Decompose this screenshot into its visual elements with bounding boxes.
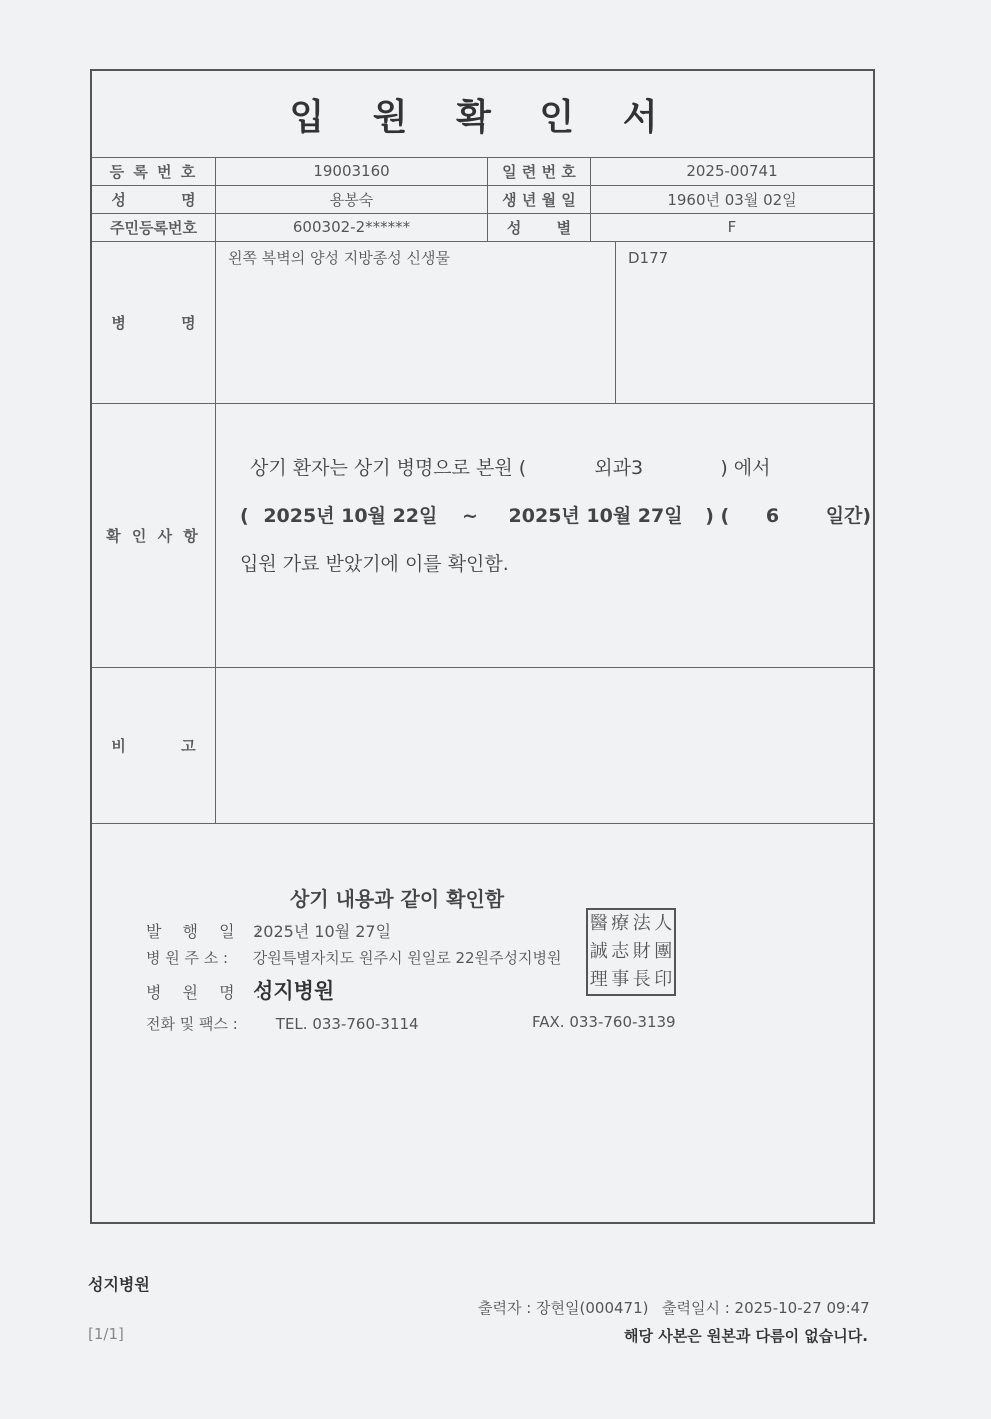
row-confirmation xyxy=(92,403,873,668)
diagnosis-code-text: D177 xyxy=(628,249,669,267)
footer-printer: 출력자 : 장현일(000471) xyxy=(478,1299,649,1317)
confirmation-body xyxy=(215,403,873,667)
tilde: ~ xyxy=(462,505,478,527)
seal-char: 印 xyxy=(654,969,673,990)
serial-label: 일 련 번 호 xyxy=(487,157,590,185)
sex-label: 성 별 xyxy=(487,213,590,241)
name-value: 용봉숙 xyxy=(215,185,487,213)
address: 강원특별자치도 원주시 원일로 22원주성지병원 xyxy=(252,949,562,967)
seal-char: 財 xyxy=(632,941,651,962)
paren-open: ( xyxy=(240,505,249,527)
confirmation-line-2 xyxy=(240,501,871,528)
seal-char: 法 xyxy=(632,913,651,934)
row-rrn xyxy=(92,213,873,242)
footer-note: 해당 사본은 원본과 다름이 없습니다. xyxy=(624,1327,868,1345)
seal-char: 理 xyxy=(589,969,608,990)
diagnosis-code xyxy=(615,241,873,403)
remarks-label: 비 고 xyxy=(111,736,196,755)
department: 외과3 xyxy=(594,457,644,479)
seal-char: 醫 xyxy=(589,913,608,934)
address-line xyxy=(146,947,561,968)
diagnosis-name xyxy=(215,241,615,403)
end-date: 2025년 10월 27일 xyxy=(508,505,683,527)
official-seal xyxy=(586,908,676,996)
issue-date-line xyxy=(146,919,391,942)
serial-value: 2025-00741 xyxy=(590,157,873,185)
remarks-value xyxy=(215,667,873,823)
seal-char: 志 xyxy=(611,941,630,962)
contact-label: 전화 및 팩스 : xyxy=(146,1015,238,1033)
rrn-label: 주민등록번호 xyxy=(110,218,197,237)
dob-label: 생 년 월 일 xyxy=(487,185,590,213)
seal-char: 團 xyxy=(654,941,673,962)
seal-char: 長 xyxy=(632,969,651,990)
hospital-label: 병 원 명 : xyxy=(146,983,262,1002)
seal-char: 事 xyxy=(611,969,630,990)
issue-statement: 상기 내용과 같이 확인함 xyxy=(290,887,505,911)
sex-value: F xyxy=(590,213,873,241)
address-label: 병 원 주 소 : xyxy=(146,949,229,967)
dob-value: 1960년 03월 02일 xyxy=(590,185,873,213)
line1-prefix: 상기 환자는 상기 병명으로 본원 ( xyxy=(250,457,527,479)
row-registration xyxy=(92,157,873,186)
admission-certificate xyxy=(90,69,875,1224)
confirmation-label: 확 인 사 항 xyxy=(106,526,201,545)
name-label: 성 명 xyxy=(111,190,196,209)
days-suffix: 일간) xyxy=(825,505,872,527)
footer-page: [1/1] xyxy=(88,1325,124,1343)
reg-no-value: 19003160 xyxy=(215,157,487,185)
confirmation-line-1 xyxy=(250,453,770,480)
footer-printed-at: 출력일시 : 2025-10-27 09:47 xyxy=(662,1299,870,1317)
footer-hospital: 성지병원 xyxy=(88,1275,150,1294)
rrn-value: 600302-2****** xyxy=(215,213,487,241)
line1-suffix: ) 에서 xyxy=(720,457,771,479)
document-title: 입 원 확 인 서 xyxy=(92,71,873,158)
hospital-line xyxy=(146,975,334,1005)
row-remarks xyxy=(92,667,873,824)
diagnosis-label: 병 명 xyxy=(111,313,196,332)
seal-char: 人 xyxy=(654,913,673,934)
issue-date-label: 발 행 일 : xyxy=(146,922,262,941)
days: 6 xyxy=(765,505,780,527)
start-date: 2025년 10월 22일 xyxy=(263,505,438,527)
row-diagnosis xyxy=(92,241,873,404)
contact-line xyxy=(146,1013,419,1034)
issue-date: 2025년 10월 27일 xyxy=(253,922,392,941)
seal-char: 療 xyxy=(611,913,630,934)
hospital-name: 성지병원 xyxy=(253,979,335,1003)
confirmation-line-3: 입원 가료 받았기에 이를 확인함. xyxy=(240,553,509,575)
reg-no-label: 등 록 번 호 xyxy=(109,162,198,181)
fax: FAX. 033-760-3139 xyxy=(532,1013,676,1031)
paren-mid: ) ( xyxy=(705,505,730,527)
seal-char: 誠 xyxy=(589,941,608,962)
row-name xyxy=(92,185,873,214)
diagnosis-name-text: 왼쪽 복벽의 양성 지방종성 신생물 xyxy=(228,249,450,267)
tel: TEL. 033-760-3114 xyxy=(275,1015,419,1033)
